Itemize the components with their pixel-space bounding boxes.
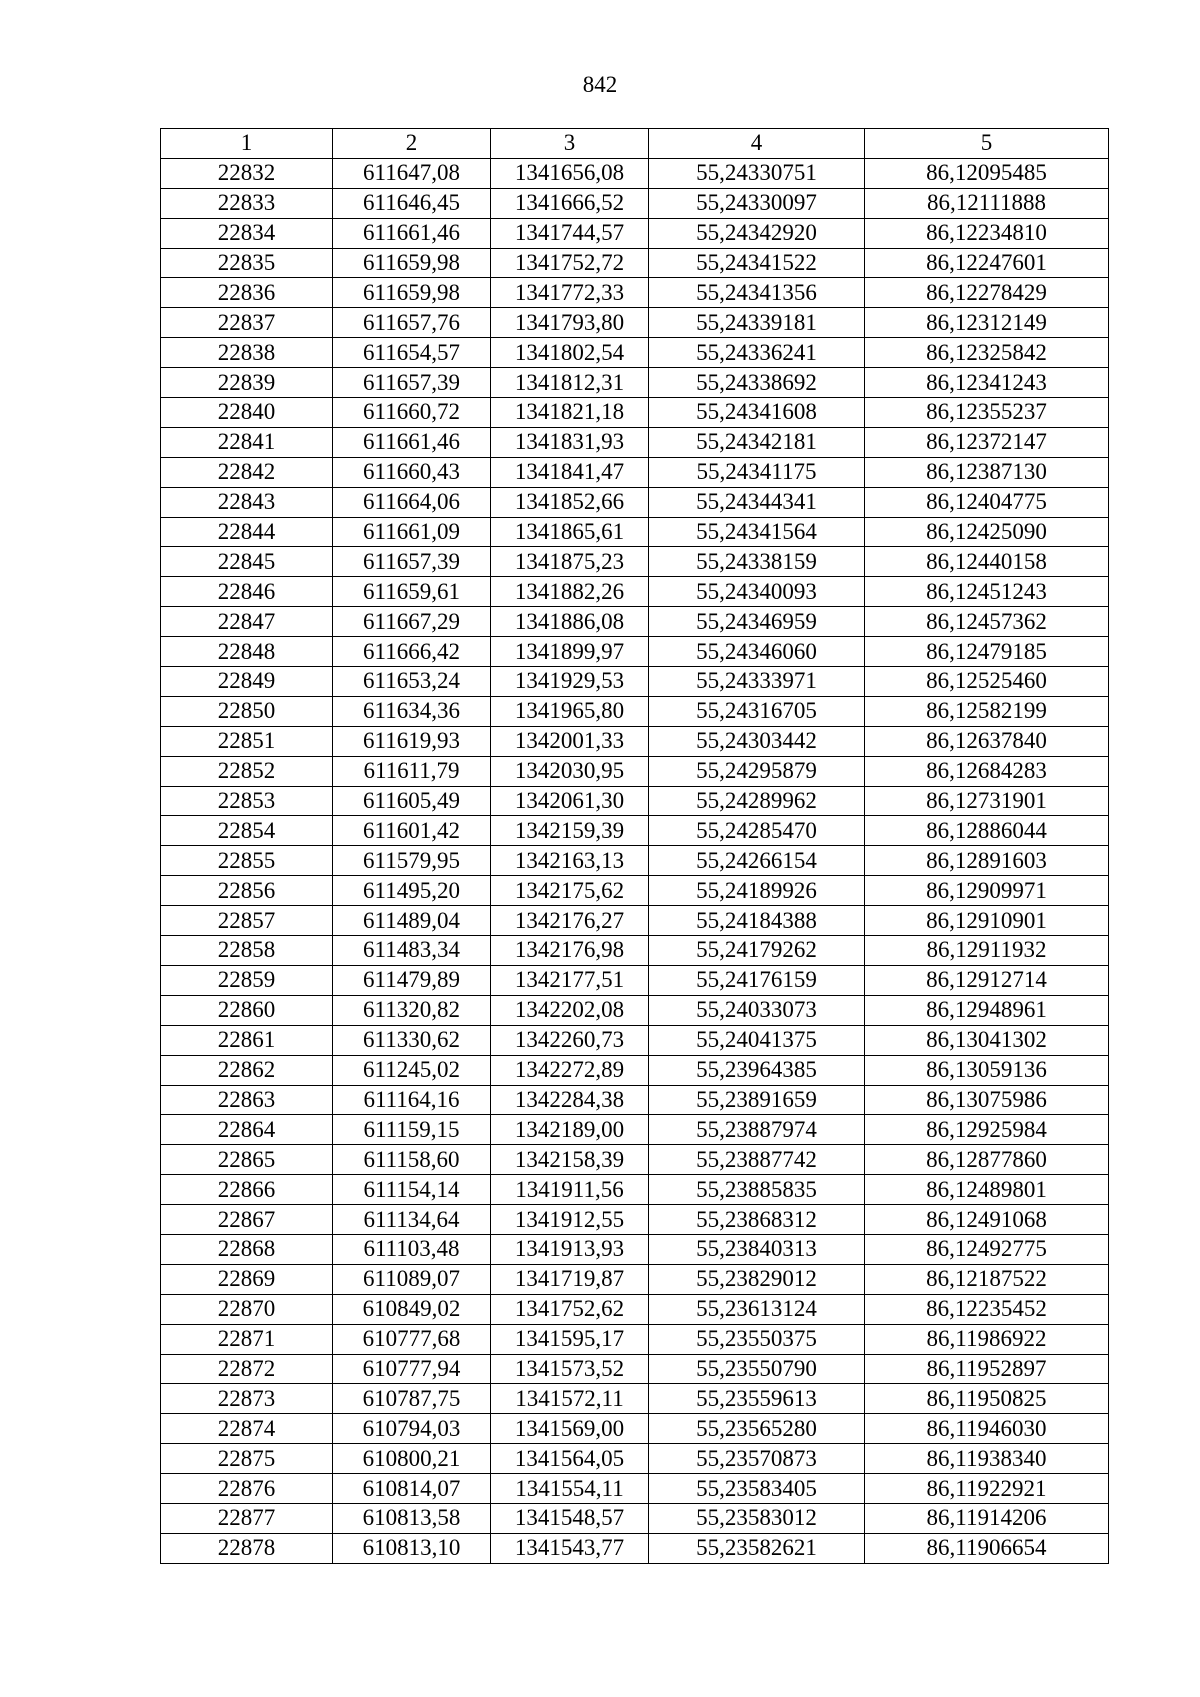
table-cell-col-5: 86,12910901	[865, 906, 1109, 936]
table-cell-col-1: 22861	[161, 1025, 333, 1055]
table-cell-col-5: 86,12095485	[865, 158, 1109, 188]
table-cell-col-4: 55,24330097	[649, 188, 865, 218]
table-row	[161, 577, 1109, 607]
table-cell-col-5: 86,11922921	[865, 1474, 1109, 1504]
table-row	[161, 1354, 1109, 1384]
table-cell-col-5: 86,12440158	[865, 547, 1109, 577]
table-cell-col-5: 86,12325842	[865, 338, 1109, 368]
table-row	[161, 487, 1109, 517]
table-cell-col-2: 611653,24	[333, 667, 491, 697]
table-cell-col-5: 86,12912714	[865, 965, 1109, 995]
table-cell-col-2: 610777,68	[333, 1324, 491, 1354]
table-cell-col-1: 22873	[161, 1384, 333, 1414]
table-cell-col-1: 22865	[161, 1145, 333, 1175]
table-cell-col-4: 55,24342920	[649, 218, 865, 248]
table-cell-col-5: 86,12479185	[865, 637, 1109, 667]
table-row	[161, 1145, 1109, 1175]
table-row	[161, 188, 1109, 218]
table-cell-col-4: 55,24316705	[649, 696, 865, 726]
table-cell-col-5: 86,12404775	[865, 487, 1109, 517]
table-cell-col-4: 55,24303442	[649, 726, 865, 756]
table-cell-col-5: 86,12187522	[865, 1264, 1109, 1294]
table-row	[161, 517, 1109, 547]
table-cell-col-3: 1341802,54	[491, 338, 649, 368]
table-cell-col-5: 86,11914206	[865, 1503, 1109, 1533]
table-row	[161, 1085, 1109, 1115]
table-cell-col-4: 55,24176159	[649, 965, 865, 995]
table-cell-col-3: 1341752,72	[491, 248, 649, 278]
table-cell-col-1: 22877	[161, 1503, 333, 1533]
table-cell-col-1: 22853	[161, 786, 333, 816]
table-cell-col-3: 1341719,87	[491, 1264, 649, 1294]
table-row	[161, 1175, 1109, 1205]
table-cell-col-3: 1341543,77	[491, 1533, 649, 1563]
table-row	[161, 1294, 1109, 1324]
table-row	[161, 338, 1109, 368]
table-cell-col-3: 1341793,80	[491, 308, 649, 338]
table-cell-col-1: 22849	[161, 667, 333, 697]
table-cell-col-1: 22839	[161, 368, 333, 398]
table-cell-col-5: 86,11952897	[865, 1354, 1109, 1384]
table-row	[161, 1115, 1109, 1145]
table-cell-col-3: 1342001,33	[491, 726, 649, 756]
table-cell-col-1: 22876	[161, 1474, 333, 1504]
table-row	[161, 1025, 1109, 1055]
table-cell-col-5: 86,12234810	[865, 218, 1109, 248]
table-cell-col-5: 86,12909971	[865, 876, 1109, 906]
table-row	[161, 965, 1109, 995]
table-cell-col-3: 1342176,27	[491, 906, 649, 936]
table-cell-col-3: 1341548,57	[491, 1503, 649, 1533]
table-cell-col-3: 1341569,00	[491, 1414, 649, 1444]
table-cell-col-1: 22862	[161, 1055, 333, 1085]
table-cell-col-4: 55,23885835	[649, 1175, 865, 1205]
table-cell-col-3: 1342175,62	[491, 876, 649, 906]
table-cell-col-1: 22874	[161, 1414, 333, 1444]
table-row	[161, 1503, 1109, 1533]
table-cell-col-2: 611647,08	[333, 158, 491, 188]
table-cell-col-1: 22855	[161, 846, 333, 876]
table-row	[161, 1444, 1109, 1474]
table-cell-col-1: 22869	[161, 1264, 333, 1294]
table-cell-col-5: 86,12877860	[865, 1145, 1109, 1175]
table-cell-col-4: 55,24338159	[649, 547, 865, 577]
table-cell-col-2: 611666,42	[333, 637, 491, 667]
table-cell-col-3: 1342260,73	[491, 1025, 649, 1055]
table-row	[161, 1264, 1109, 1294]
table-cell-col-5: 86,12582199	[865, 696, 1109, 726]
table-cell-col-1: 22840	[161, 398, 333, 428]
table-row	[161, 457, 1109, 487]
table-cell-col-1: 22850	[161, 696, 333, 726]
table-row	[161, 1533, 1109, 1563]
table-cell-col-2: 611495,20	[333, 876, 491, 906]
table-cell-col-5: 86,12235452	[865, 1294, 1109, 1324]
table-cell-col-2: 610800,21	[333, 1444, 491, 1474]
table-cell-col-5: 86,12684283	[865, 756, 1109, 786]
table-cell-col-4: 55,24341522	[649, 248, 865, 278]
table-cell-col-3: 1342189,00	[491, 1115, 649, 1145]
table-cell-col-3: 1341821,18	[491, 398, 649, 428]
table-cell-col-4: 55,24341564	[649, 517, 865, 547]
table-cell-col-3: 1341886,08	[491, 607, 649, 637]
table-cell-col-5: 86,12731901	[865, 786, 1109, 816]
table-cell-col-4: 55,24341608	[649, 398, 865, 428]
table-cell-col-4: 55,24033073	[649, 995, 865, 1025]
table-cell-col-4: 55,24341356	[649, 278, 865, 308]
table-cell-col-5: 86,13059136	[865, 1055, 1109, 1085]
table-cell-col-2: 611320,82	[333, 995, 491, 1025]
table-cell-col-1: 22847	[161, 607, 333, 637]
table-cell-col-1: 22832	[161, 158, 333, 188]
table-cell-col-3: 1341831,93	[491, 427, 649, 457]
table-cell-col-3: 1342272,89	[491, 1055, 649, 1085]
table-cell-col-1: 22836	[161, 278, 333, 308]
table-cell-col-4: 55,23868312	[649, 1205, 865, 1235]
table-cell-col-4: 55,24041375	[649, 1025, 865, 1055]
table-cell-col-3: 1342177,51	[491, 965, 649, 995]
table-cell-col-2: 611479,89	[333, 965, 491, 995]
coordinates-table	[160, 128, 1109, 1564]
table-cell-col-4: 55,23582621	[649, 1533, 865, 1563]
table-row	[161, 936, 1109, 966]
table-cell-col-1: 22864	[161, 1115, 333, 1145]
table-cell-col-4: 55,23613124	[649, 1294, 865, 1324]
table-cell-col-4: 55,23550375	[649, 1324, 865, 1354]
table-cell-col-4: 55,23891659	[649, 1085, 865, 1115]
table-cell-col-2: 611646,45	[333, 188, 491, 218]
table-cell-col-3: 1342176,98	[491, 936, 649, 966]
table-cell-col-5: 86,12489801	[865, 1175, 1109, 1205]
table-row	[161, 786, 1109, 816]
table-cell-col-1: 22863	[161, 1085, 333, 1115]
table-cell-col-5: 86,12891603	[865, 846, 1109, 876]
table-cell-col-1: 22844	[161, 517, 333, 547]
table-row	[161, 1414, 1109, 1444]
table-cell-col-5: 86,12925984	[865, 1115, 1109, 1145]
table-cell-col-5: 86,12355237	[865, 398, 1109, 428]
table-cell-col-3: 1341913,93	[491, 1234, 649, 1264]
table-cell-col-2: 611667,29	[333, 607, 491, 637]
table-cell-col-1: 22857	[161, 906, 333, 936]
table-cell-col-3: 1341882,26	[491, 577, 649, 607]
table-cell-col-2: 610794,03	[333, 1414, 491, 1444]
table-cell-col-2: 610814,07	[333, 1474, 491, 1504]
table-cell-col-4: 55,24285470	[649, 816, 865, 846]
table-cell-col-3: 1341812,31	[491, 368, 649, 398]
table-row	[161, 248, 1109, 278]
table-cell-col-5: 86,12247601	[865, 248, 1109, 278]
table-cell-col-2: 611103,48	[333, 1234, 491, 1264]
table-cell-col-5: 86,12457362	[865, 607, 1109, 637]
table-cell-col-2: 611601,42	[333, 816, 491, 846]
table-cell-col-1: 22851	[161, 726, 333, 756]
table-cell-col-1: 22848	[161, 637, 333, 667]
table-cell-col-2: 611605,49	[333, 786, 491, 816]
table-cell-col-5: 86,11906654	[865, 1533, 1109, 1563]
table-cell-col-1: 22846	[161, 577, 333, 607]
table-cell-col-4: 55,24344341	[649, 487, 865, 517]
table-cell-col-4: 55,24341175	[649, 457, 865, 487]
table-cell-col-4: 55,24266154	[649, 846, 865, 876]
table-cell-col-3: 1341564,05	[491, 1444, 649, 1474]
table-cell-col-3: 1342163,13	[491, 846, 649, 876]
table-row	[161, 756, 1109, 786]
table-cell-col-3: 1342061,30	[491, 786, 649, 816]
header-cell-3: 3	[491, 129, 649, 159]
table-cell-col-5: 86,12372147	[865, 427, 1109, 457]
table-row	[161, 398, 1109, 428]
header-cell-2: 2	[333, 129, 491, 159]
table-cell-col-2: 611661,09	[333, 517, 491, 547]
table-cell-col-3: 1341852,66	[491, 487, 649, 517]
table-cell-col-3: 1341929,53	[491, 667, 649, 697]
table-cell-col-2: 611158,60	[333, 1145, 491, 1175]
table-cell-col-2: 611619,93	[333, 726, 491, 756]
table-cell-col-4: 55,24336241	[649, 338, 865, 368]
table-cell-col-2: 610777,94	[333, 1354, 491, 1384]
table-cell-col-2: 611659,98	[333, 248, 491, 278]
table-row	[161, 308, 1109, 338]
table-cell-col-1: 22833	[161, 188, 333, 218]
table-row	[161, 607, 1109, 637]
table-cell-col-4: 55,23559613	[649, 1384, 865, 1414]
table-cell-col-4: 55,23583012	[649, 1503, 865, 1533]
table-cell-col-1: 22838	[161, 338, 333, 368]
table-cell-col-1: 22867	[161, 1205, 333, 1235]
table-cell-col-3: 1342202,08	[491, 995, 649, 1025]
table-cell-col-4: 55,24189926	[649, 876, 865, 906]
table-row	[161, 995, 1109, 1025]
table-cell-col-2: 611654,57	[333, 338, 491, 368]
table-cell-col-3: 1341595,17	[491, 1324, 649, 1354]
table-cell-col-5: 86,12948961	[865, 995, 1109, 1025]
table-cell-col-3: 1342158,39	[491, 1145, 649, 1175]
table-cell-col-4: 55,23887742	[649, 1145, 865, 1175]
table-cell-col-3: 1341911,56	[491, 1175, 649, 1205]
table-cell-col-2: 611159,15	[333, 1115, 491, 1145]
table-cell-col-4: 55,24346060	[649, 637, 865, 667]
table-row	[161, 846, 1109, 876]
table-cell-col-5: 86,12637840	[865, 726, 1109, 756]
table-row	[161, 637, 1109, 667]
table-cell-col-3: 1341865,61	[491, 517, 649, 547]
table-cell-col-5: 86,12525460	[865, 667, 1109, 697]
table-cell-col-2: 611659,61	[333, 577, 491, 607]
header-cell-5: 5	[865, 129, 1109, 159]
table-row	[161, 667, 1109, 697]
table-cell-col-1: 22834	[161, 218, 333, 248]
table-cell-col-4: 55,24295879	[649, 756, 865, 786]
table-row	[161, 1324, 1109, 1354]
table-cell-col-5: 86,11986922	[865, 1324, 1109, 1354]
table-cell-col-2: 611330,62	[333, 1025, 491, 1055]
table-cell-col-3: 1341752,62	[491, 1294, 649, 1324]
table-cell-col-3: 1341554,11	[491, 1474, 649, 1504]
table-cell-col-2: 611660,43	[333, 457, 491, 487]
table-cell-col-5: 86,12312149	[865, 308, 1109, 338]
table-cell-col-5: 86,12911932	[865, 936, 1109, 966]
table-cell-col-3: 1341875,23	[491, 547, 649, 577]
table-cell-col-2: 611483,34	[333, 936, 491, 966]
table-cell-col-5: 86,11946030	[865, 1414, 1109, 1444]
table-cell-col-4: 55,23565280	[649, 1414, 865, 1444]
table-cell-col-2: 611664,06	[333, 487, 491, 517]
table-cell-col-2: 611611,79	[333, 756, 491, 786]
table-cell-col-2: 611660,72	[333, 398, 491, 428]
table-cell-col-2: 611154,14	[333, 1175, 491, 1205]
table-cell-col-1: 22870	[161, 1294, 333, 1324]
table-row	[161, 1474, 1109, 1504]
table-cell-col-2: 611661,46	[333, 427, 491, 457]
table-cell-col-4: 55,24184388	[649, 906, 865, 936]
table-cell-col-3: 1341666,52	[491, 188, 649, 218]
table-cell-col-5: 86,12387130	[865, 457, 1109, 487]
table-cell-col-4: 55,24330751	[649, 158, 865, 188]
table-cell-col-1: 22868	[161, 1234, 333, 1264]
table-cell-col-5: 86,12278429	[865, 278, 1109, 308]
table-row	[161, 1234, 1109, 1264]
table-cell-col-3: 1341656,08	[491, 158, 649, 188]
table-cell-col-2: 610787,75	[333, 1384, 491, 1414]
table-cell-col-1: 22875	[161, 1444, 333, 1474]
table-cell-col-2: 611661,46	[333, 218, 491, 248]
table-cell-col-4: 55,24333971	[649, 667, 865, 697]
table-cell-col-1: 22841	[161, 427, 333, 457]
table-cell-col-2: 611089,07	[333, 1264, 491, 1294]
table-cell-col-3: 1341912,55	[491, 1205, 649, 1235]
table-cell-col-1: 22859	[161, 965, 333, 995]
table-cell-col-1: 22852	[161, 756, 333, 786]
table-cell-col-5: 86,12492775	[865, 1234, 1109, 1264]
table-cell-col-4: 55,23583405	[649, 1474, 865, 1504]
table-cell-col-4: 55,23964385	[649, 1055, 865, 1085]
table-row	[161, 218, 1109, 248]
table-cell-col-2: 611164,16	[333, 1085, 491, 1115]
table-row	[161, 726, 1109, 756]
table-cell-col-1: 22842	[161, 457, 333, 487]
table-cell-col-4: 55,24338692	[649, 368, 865, 398]
table-body	[161, 129, 1109, 1564]
table-cell-col-2: 610849,02	[333, 1294, 491, 1324]
header-row	[161, 129, 1109, 159]
table-cell-col-3: 1342284,38	[491, 1085, 649, 1115]
table-cell-col-3: 1341573,52	[491, 1354, 649, 1384]
table-cell-col-1: 22860	[161, 995, 333, 1025]
table-cell-col-2: 611489,04	[333, 906, 491, 936]
table-row	[161, 696, 1109, 726]
table-cell-col-4: 55,24346959	[649, 607, 865, 637]
table-cell-col-4: 55,23887974	[649, 1115, 865, 1145]
table-cell-col-5: 86,13075986	[865, 1085, 1109, 1115]
table-cell-col-1: 22878	[161, 1533, 333, 1563]
table-cell-col-1: 22835	[161, 248, 333, 278]
header-cell-1: 1	[161, 129, 333, 159]
table-cell-col-1: 22858	[161, 936, 333, 966]
table-cell-col-2: 611657,76	[333, 308, 491, 338]
table-cell-col-4: 55,24289962	[649, 786, 865, 816]
table-cell-col-5: 86,12491068	[865, 1205, 1109, 1235]
table-cell-col-3: 1342030,95	[491, 756, 649, 786]
table-cell-col-2: 611245,02	[333, 1055, 491, 1085]
table-cell-col-5: 86,12451243	[865, 577, 1109, 607]
table-cell-col-5: 86,11938340	[865, 1444, 1109, 1474]
table-cell-col-5: 86,12111888	[865, 188, 1109, 218]
table-cell-col-1: 22856	[161, 876, 333, 906]
table-cell-col-4: 55,24339181	[649, 308, 865, 338]
table-cell-col-3: 1341841,47	[491, 457, 649, 487]
table-cell-col-5: 86,12425090	[865, 517, 1109, 547]
table-cell-col-4: 55,24179262	[649, 936, 865, 966]
table-row	[161, 368, 1109, 398]
page-number: 842	[582, 72, 618, 97]
table-cell-col-1: 22871	[161, 1324, 333, 1354]
table-row	[161, 1384, 1109, 1414]
table-cell-col-5: 86,11950825	[865, 1384, 1109, 1414]
table-cell-col-3: 1341572,11	[491, 1384, 649, 1414]
table-cell-col-3: 1341899,97	[491, 637, 649, 667]
table-row	[161, 876, 1109, 906]
table-cell-col-1: 22845	[161, 547, 333, 577]
table-cell-col-4: 55,23570873	[649, 1444, 865, 1474]
table-cell-col-3: 1341744,57	[491, 218, 649, 248]
table-cell-col-3: 1341965,80	[491, 696, 649, 726]
table-cell-col-2: 610813,58	[333, 1503, 491, 1533]
table-cell-col-5: 86,12341243	[865, 368, 1109, 398]
table-cell-col-2: 611657,39	[333, 547, 491, 577]
table-cell-col-1: 22843	[161, 487, 333, 517]
table-cell-col-3: 1341772,33	[491, 278, 649, 308]
table-cell-col-1: 22837	[161, 308, 333, 338]
table-cell-col-4: 55,24340093	[649, 577, 865, 607]
table-cell-col-2: 611134,64	[333, 1205, 491, 1235]
table-cell-col-2: 611579,95	[333, 846, 491, 876]
table-cell-col-4: 55,24342181	[649, 427, 865, 457]
table-row	[161, 906, 1109, 936]
table-cell-col-3: 1342159,39	[491, 816, 649, 846]
table-cell-col-5: 86,13041302	[865, 1025, 1109, 1055]
table-cell-col-4: 55,23829012	[649, 1264, 865, 1294]
table-cell-col-2: 611634,36	[333, 696, 491, 726]
table-cell-col-5: 86,12886044	[865, 816, 1109, 846]
header-cell-4: 4	[649, 129, 865, 159]
table-row	[161, 1055, 1109, 1085]
table-row	[161, 1205, 1109, 1235]
table-cell-col-2: 611657,39	[333, 368, 491, 398]
table-cell-col-4: 55,23840313	[649, 1234, 865, 1264]
table-cell-col-2: 610813,10	[333, 1533, 491, 1563]
table-cell-col-1: 22854	[161, 816, 333, 846]
table-row	[161, 427, 1109, 457]
table-cell-col-1: 22866	[161, 1175, 333, 1205]
table-cell-col-1: 22872	[161, 1354, 333, 1384]
table-row	[161, 158, 1109, 188]
table-row	[161, 278, 1109, 308]
table-cell-col-4: 55,23550790	[649, 1354, 865, 1384]
table-row	[161, 816, 1109, 846]
table-row	[161, 547, 1109, 577]
table-cell-col-2: 611659,98	[333, 278, 491, 308]
